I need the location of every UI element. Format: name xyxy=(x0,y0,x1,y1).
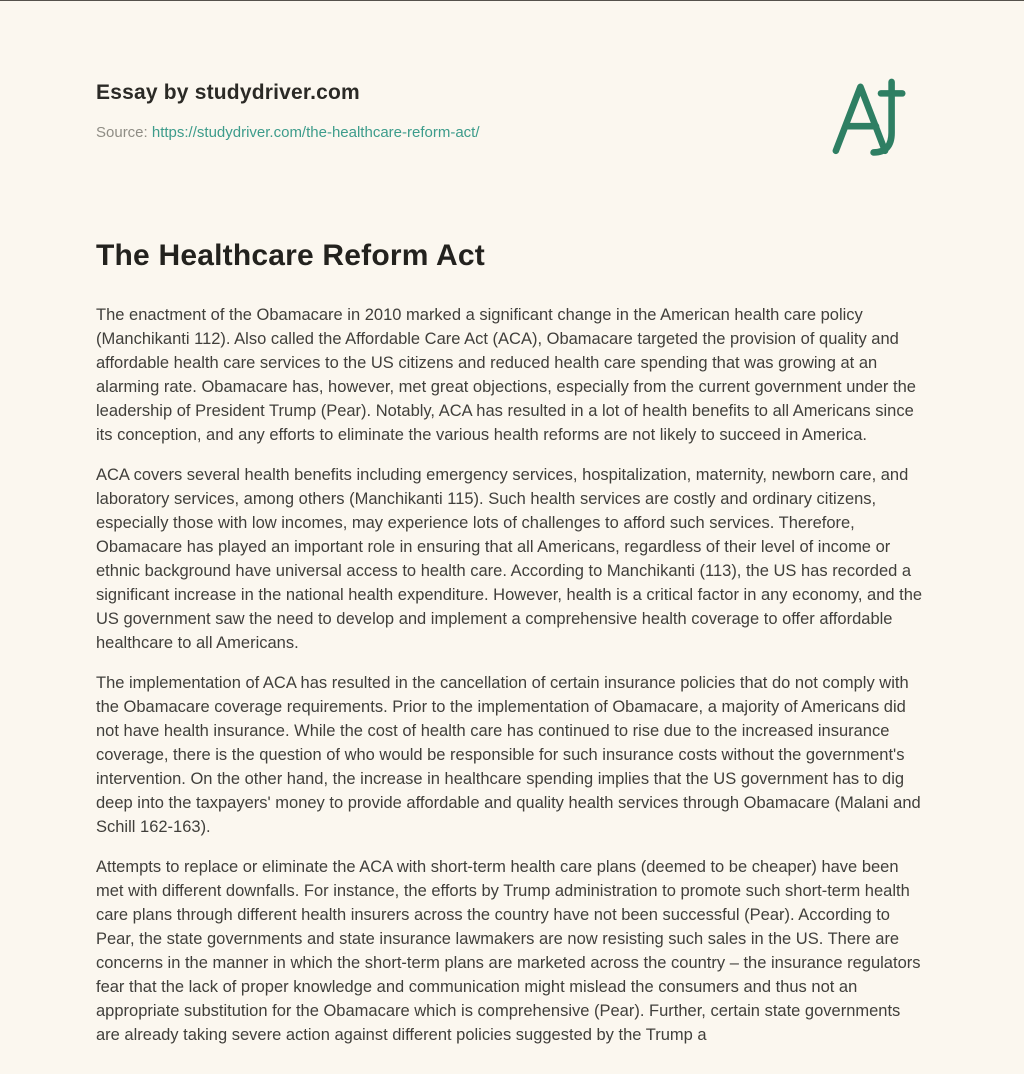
essay-article xyxy=(96,239,928,1047)
essay-paragraph-4: Attempts to replace or eliminate the ACA with short-term health care plans (deemed to be cheaper) have been met with different downfalls. For instance, the efforts by Trump administration to promote such short-term health care plans through different health insurers across the country have not been successful (Pear). According to Pear, the state governments and state insurance lawmakers are now resisting such sales in the US. There are concerns in the manner in which the short-term plans are marketed across the country – the insurance regulators fear that the lack of proper knowledge and communication might mislead the consumers and thus not an appropriate substitution for the Obamacare which is comprehensive (Pear). Further, certain state governments are already taking severe action against different policies suggested by the Trump a xyxy=(96,858,921,1044)
source-line xyxy=(96,124,928,141)
essay-paragraph-1: The enactment of the Obamacare in 2010 marked a significant change in the American health care policy (Manchikanti 112). Also called the Affordable Care Act (ACA), Obamacare targeted the provision of quality and affordable health care services to the US citizens and reduced health care spending that was growing at an alarming rate. Obamacare has, however, met great objections, especially from the current government under the leadership of President Trump (Pear). Notably, ACA has resulted in a lot of health benefits to all Americans since its conception, and any efforts to eliminate the various health reforms are not likely to succeed in America. xyxy=(96,306,916,444)
document-header xyxy=(96,1,928,141)
essay-paragraph-3: The implementation of ACA has resulted in the cancellation of certain insurance policies that do not comply with the Obamacare coverage requirements. Prior to the implementation of Obamacare, a majority of Americans did not have health insurance. While the cost of health care has continued to rise due to the increased insurance coverage, there is the question of who would be responsible for such insurance costs without the government's intervention. On the other hand, the increase in healthcare spending implies that the US government has to dig deep into the taxpayers' money to provide affordable and quality health services through Obamacare (Malani and Schill 162-163). xyxy=(96,674,921,836)
source-label: Source: xyxy=(96,124,148,141)
page-title: The Healthcare Reform Act xyxy=(96,239,485,272)
essay-paragraph-2: ACA covers several health benefits including emergency services, hospitalization, maternity, newborn care, and laboratory services, among others (Manchikanti 115). Such health services are costly and ordinary citizens, especially those with low incomes, may experience lots of challenges to afford such services. Therefore, Obamacare has played an important role in ensuring that all Americans, regardless of their level of income or ethnic background have universal access to health care. According to Manchikanti (113), the US has recorded a significant increase in the national health expenditure. However, health is a critical factor in any economy, and the US government saw the need to develop and implement a comprehensive health coverage to offer affordable healthcare to all Americans. xyxy=(96,466,923,652)
essay-page xyxy=(0,1,1024,1047)
studydriver-logo-icon xyxy=(826,73,908,163)
source-link[interactable]: https://studydriver.com/the-healthcare-reform-act/ xyxy=(151,124,480,141)
essay-by-heading: Essay by studydriver.com xyxy=(96,81,360,104)
